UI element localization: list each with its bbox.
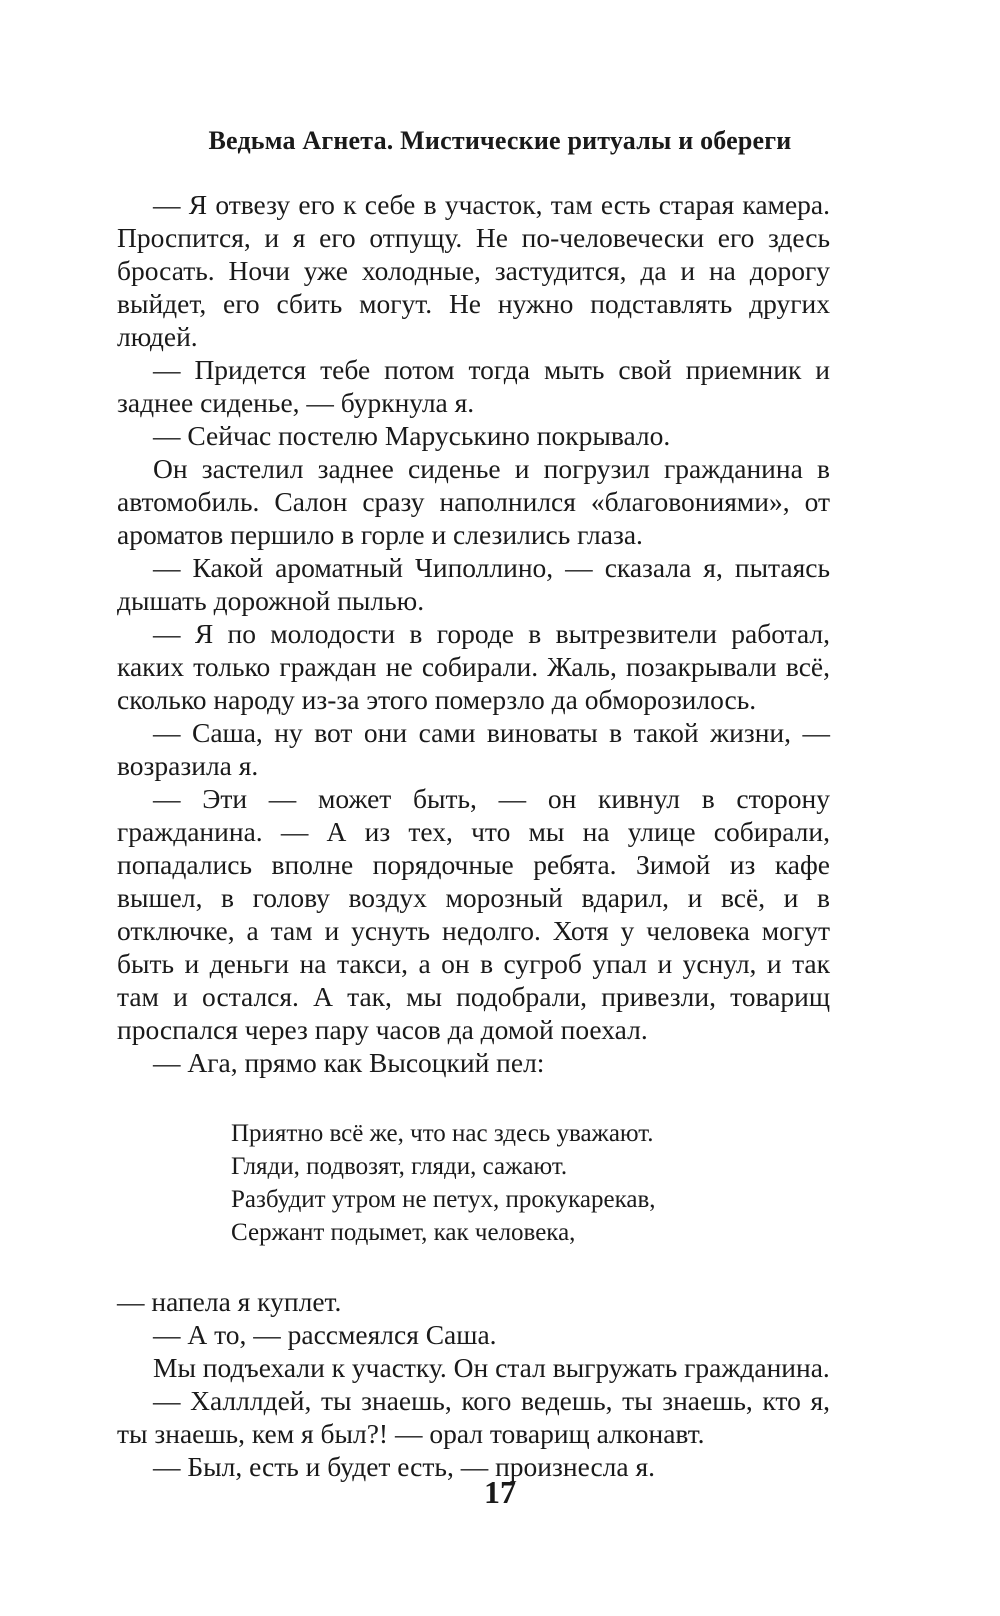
paragraph: — Был, есть и будет есть, — произнесла я. [153,1451,656,1482]
paragraph: — Эти — может быть, — он кивнул в сторону гражданина. — А из тех, что мы на улице собирали, попадались вполне порядочные ребята. Зимой из кафе вышел, в голову воздух морозный вдарил, и всё, и в отключке, а там и уснуть недолго. Хотя у человека могут быть и деньги на такси, а он в сугроб упал и уснул, и так там и остался. А так, мы подобрали, привезли, товарищ проспался через пару часов да домой поехал. [117,783,830,1045]
paragraph: — Ага, прямо как Высоцкий пел: [153,1047,545,1078]
paragraph: — Халллдей, ты знаешь, кого ведешь, ты знаешь, кто я, ты знаешь, кем я был?! — орал товарищ алконавт. [117,1385,830,1449]
poem-line: Сержант подымет, как человека, [231,1219,576,1246]
paragraph: — Я отвезу его к себе в участок, там есть старая камера. Проспится, и я его отпущу. Не по-человечески его здесь бросать. Ночи уже холодные, застудится, да и на дорогу выйдет, его сбить могут. Не нужно подставлять других людей. [117,189,830,352]
paragraph: — А то, — рассмеялся Саша. [153,1319,497,1350]
paragraph: Он застелил заднее сиденье и погрузил гражданина в автомобиль. Салон сразу наполнился «благовониями», от ароматов першило в горле и слезились глаза. [117,453,830,550]
paragraph-continuation: — напела я куплет. [117,1286,342,1317]
paragraph: — Я по молодости в городе в вытрезвители работал, каких только граждан не собирали. Жаль, позакрывали всё, сколько народу из-за этого померзло да обморозилось. [117,618,830,715]
paragraph: — Придется тебе потом тогда мыть свой приемник и заднее сиденье, — буркнула я. [117,354,830,418]
poem-line: Разбудит утром не петух, прокукарекав, [231,1186,656,1213]
paragraph: — Саша, ну вот они сами виноваты в такой жизни, — возразила я. [117,717,830,781]
paragraph: — Какой ароматный Чиполлино, — сказала я, пытаясь дышать дорожной пылью. [117,552,830,616]
poem-line: Приятно всё же, что нас здесь уважают. [231,1120,654,1147]
poem-quote [231,1117,830,1249]
page-number: 17 [484,1474,516,1510]
page-body [117,188,830,1483]
paragraph: — Сейчас постелю Маруськино покрывало. [153,420,671,451]
running-title: Ведьма Агнета. Мистические ритуалы и обереги [208,126,792,155]
paragraph: Мы подъехали к участку. Он стал выгружать гражданина. [153,1352,830,1383]
poem-line: Гляди, подвозят, гляди, сажают. [231,1153,568,1180]
